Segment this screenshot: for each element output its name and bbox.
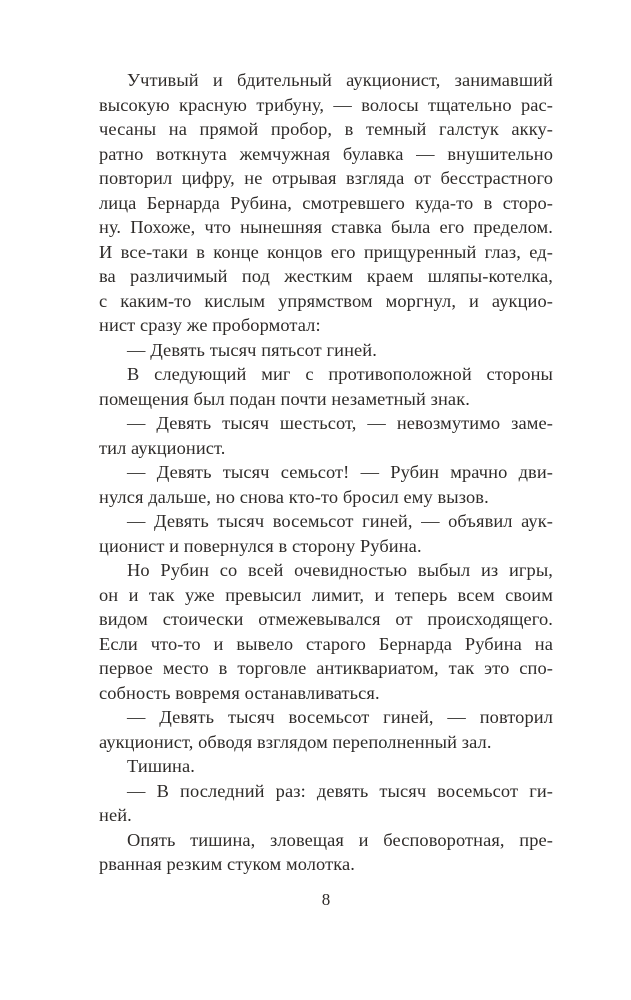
text-line: рванная резким стуком молотка. [99, 854, 355, 874]
text-line: Тишина. [127, 756, 195, 776]
text-line: ционист и повернулся в сторону Рубина. [99, 535, 422, 556]
text-line: — Девять тысяч пятьсот гиней. [127, 339, 377, 360]
text-line: чесаны на прямой пробор, в темный галстук акку- [99, 119, 553, 139]
paragraph [99, 558, 553, 705]
text-line: ва различимый под жестким краем шляпы-котелка, [99, 266, 553, 286]
text-line: ней. [99, 805, 132, 825]
text-line: лица Бернарда Рубина, смотревшего куда-то в сторо- [99, 192, 553, 213]
text-line: — Девять тысяч восемьсот гиней, — объявил аук- [127, 511, 553, 531]
text-line: — В последний раз: девять тысяч восемьсот ги- [127, 780, 553, 801]
text-line: тил аукционист. [99, 437, 226, 458]
text-line: Учтивый и бдительный аукционист, занимавший [127, 70, 553, 90]
text-line: Если что-то и вывело старого Бернарда Рубина на [99, 633, 553, 654]
text-line: высокую красную трибуну, — волосы тщательно рас- [99, 94, 553, 115]
text-line: — Девять тысяч семьсот! — Рубин мрачно дви- [127, 462, 553, 482]
paragraph [99, 338, 553, 363]
text-line: нулся дальше, но снова кто-то бросил ему вызов. [99, 486, 489, 507]
paragraph [99, 754, 553, 779]
text-line: ну. Похоже, что нынешняя ставка была его пределом. [99, 217, 553, 237]
text-line: Опять тишина, зловещая и бесповоротная, пре- [127, 829, 553, 850]
paragraph [99, 779, 553, 828]
paragraph [99, 509, 553, 558]
text-block [99, 68, 553, 910]
text-line: он и так уже превысил лимит, и теперь всем своим [99, 584, 553, 605]
text-line: первое место в торговле антиквариатом, так это спо- [99, 658, 553, 678]
text-line: помещения был подан почти незаметный знак. [99, 388, 470, 409]
text-line: с каким-то кислым упрямством моргнул, и аукцио- [99, 290, 553, 311]
paragraph [99, 68, 553, 338]
text-line: — Девять тысяч шестьсот, — невозмутимо заме- [127, 413, 553, 433]
paragraph [99, 411, 553, 460]
text-line: собность вовремя останавливаться. [99, 682, 380, 703]
text-line: нист сразу же пробормотал: [99, 315, 321, 335]
page-number: 8 [321, 889, 331, 909]
text-line: В следующий миг с противоположной стороны [127, 364, 553, 384]
text-line: — Девять тысяч восемьсот гиней, — повторил [127, 707, 553, 727]
paragraph [99, 705, 553, 754]
text-line: аукционист, обводя взглядом переполненный зал. [99, 731, 492, 752]
text-line: ратно воткнута жемчужная булавка — внушительно [99, 143, 553, 164]
paragraph [99, 828, 553, 877]
paragraph [99, 362, 553, 411]
paragraph [99, 460, 553, 509]
text-line: И все-таки в конце концов его прищуренный глаз, ед- [99, 241, 553, 262]
text-line: повторил цифру, не отрывая взгляда от бесстрастного [99, 168, 553, 188]
text-line: видом стоически отмежевывался от происходящего. [99, 609, 553, 629]
text-line: Но Рубин со всей очевидностью выбыл из игры, [127, 560, 553, 580]
